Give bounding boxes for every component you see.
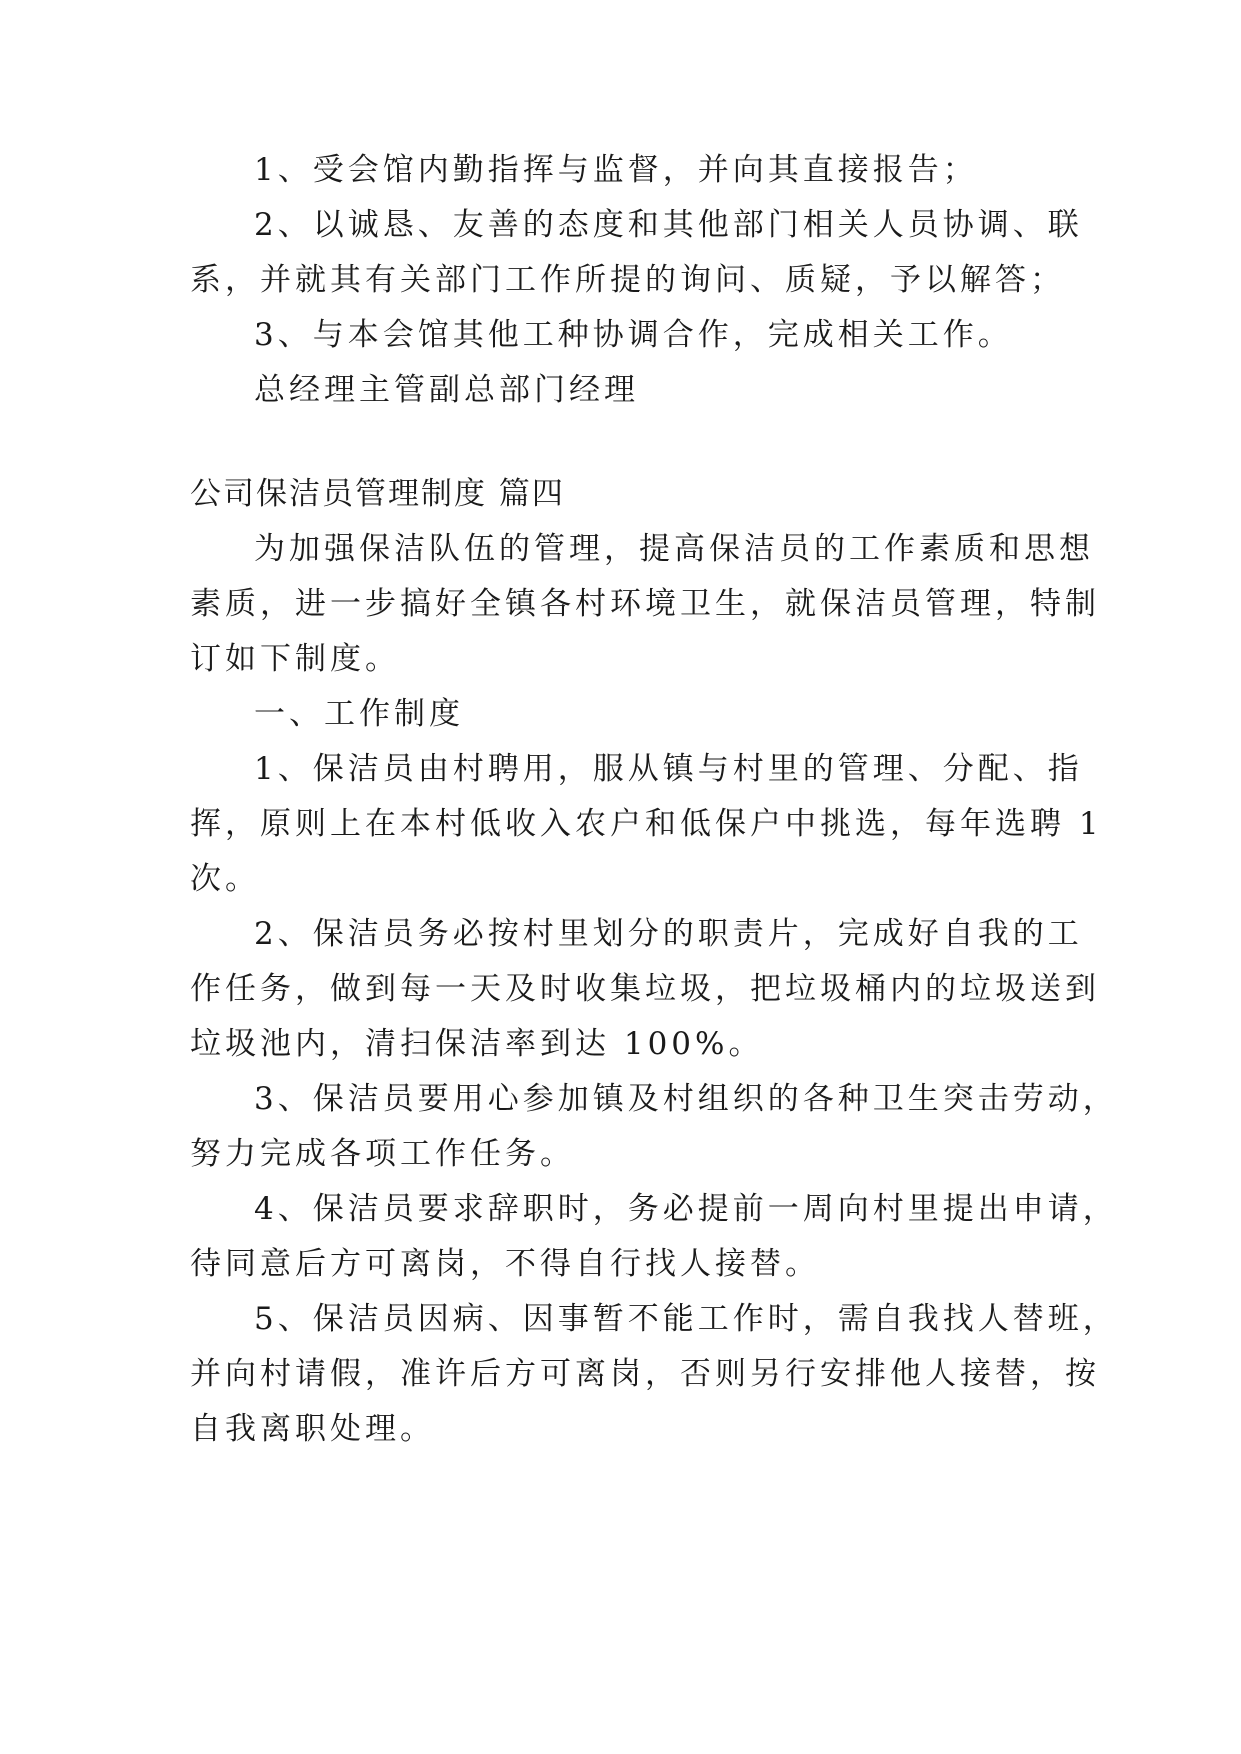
intro-line-3: 订如下制度。	[190, 641, 400, 677]
section-title: 公司保洁员管理制度 篇四	[190, 476, 565, 512]
rule-2-line-2: 作任务，做到每一天及时收集垃圾，把垃圾桶内的垃圾送到	[190, 971, 1100, 1007]
rule-1-line-3: 次。	[190, 861, 260, 897]
intro-line-2: 素质，进一步搞好全镇各村环境卫生，就保洁员管理，特制	[190, 586, 1100, 622]
rule-3-line-1: 3、保洁员要用心参加镇及村组织的各种卫生突击劳动，	[254, 1081, 1118, 1117]
rule-3-line-2: 努力完成各项工作任务。	[190, 1136, 575, 1172]
duty-item-2-line-2: 系，并就其有关部门工作所提的询问、质疑，予以解答；	[190, 262, 1065, 298]
rule-4-line-2: 待同意后方可离岗，不得自行找人接替。	[190, 1246, 820, 1282]
rule-2-line-3: 垃圾池内，清扫保洁率到达 100%。	[190, 1026, 764, 1062]
rule-4-line-1: 4、保洁员要求辞职时，务必提前一周向村里提出申请，	[254, 1191, 1118, 1227]
duty-item-3: 3、与本会馆其他工种协调合作，完成相关工作。	[254, 317, 1013, 353]
signature-line: 总经理主管副总部门经理	[254, 372, 639, 408]
rule-1-line-2: 挥，原则上在本村低收入农户和低保户中挑选，每年选聘 1	[190, 806, 1103, 842]
rule-2-line-1: 2、保洁员务必按村里划分的职责片，完成好自我的工	[254, 916, 1083, 952]
rule-1-line-1: 1、保洁员由村聘用，服从镇与村里的管理、分配、指	[254, 751, 1083, 787]
rule-5-line-1: 5、保洁员因病、因事暂不能工作时，需自我找人替班，	[254, 1301, 1118, 1337]
subheading: 一、工作制度	[254, 696, 464, 732]
intro-line-1: 为加强保洁队伍的管理，提高保洁员的工作素质和思想	[254, 531, 1094, 567]
rule-5-line-3: 自我离职处理。	[190, 1411, 435, 1447]
duty-item-1: 1、受会馆内勤指挥与监督，并向其直接报告；	[254, 152, 978, 188]
duty-item-2-line-1: 2、以诚恳、友善的态度和其他部门相关人员协调、联	[254, 207, 1083, 243]
rule-5-line-2: 并向村请假，准许后方可离岗，否则另行安排他人接替，按	[190, 1356, 1100, 1392]
